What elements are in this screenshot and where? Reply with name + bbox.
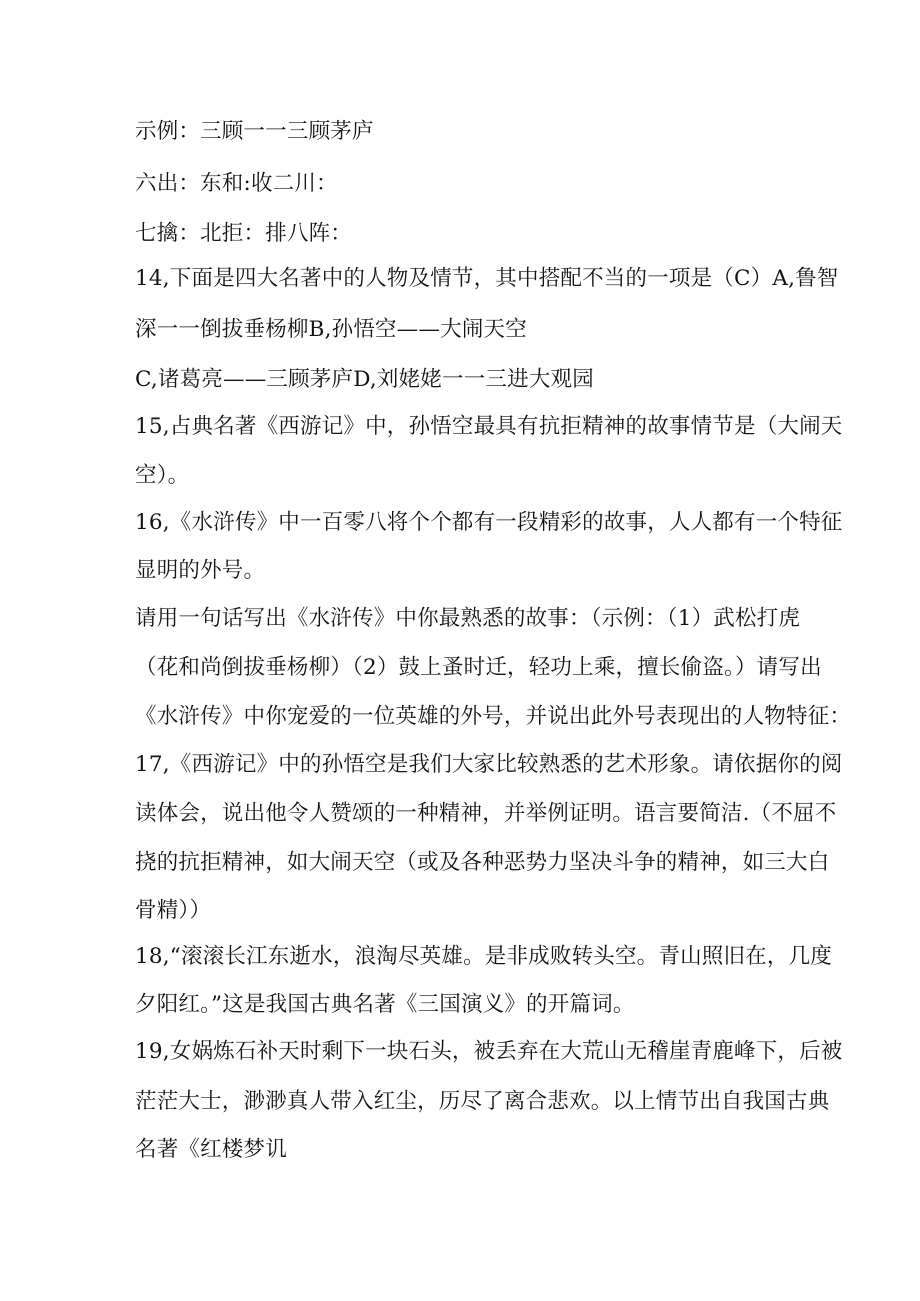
text-line: 显明的外号。 <box>135 558 266 583</box>
text-line: 骨精）） <box>135 898 212 923</box>
text-line: 15,占典名著《西游记》中，孙悟空最具有抗拒精神的故事情节是（大闹天 <box>135 414 843 439</box>
text-line: 空）。 <box>135 463 190 488</box>
text-line: 夕阳红。”这是我国古典名著《三国演义》的开篇词。 <box>135 992 635 1017</box>
text-line: 七擒：北拒：排八阵： <box>135 221 353 246</box>
text-line: 16,《水浒传》中一百零八将个个都有一段精彩的故事，人人都有一个特征 <box>135 510 843 535</box>
text-line: 请用一句话写出《水浒传》中你最熟悉的故事：（示例：（1）武松打虎 <box>135 606 801 631</box>
text-line: 读体会，说出他令人赞颂的一种精神，并举例证明。语言要简洁.（不屈不 <box>135 801 837 826</box>
text-line: 19,女娲炼石补天时剩下一块石头，被丢弃在大荒山无稽崖青鹿峰下，后被 <box>135 1039 843 1064</box>
text-line: 茫茫大士，渺渺真人带入红尘，历尽了离合悲欢。以上情节出自我国古典 <box>135 1089 830 1114</box>
text-line: 深一一倒拔垂杨柳B,孙悟空——大闹天空 <box>135 317 527 342</box>
text-line: 名著《红楼梦讥 <box>135 1137 287 1162</box>
text-line: 《水浒传》中你宠爱的一位英雄的外号，并说出此外号表现出的人物特征： <box>135 704 852 729</box>
text-line: 挠的抗拒精神，如大闹天空（或及各种恶势力坚决斗争的精神，如三大白 <box>135 850 830 875</box>
text-line: 示例：三顾一一三顾茅庐 <box>135 119 374 144</box>
text-line: （花和尚倒拔垂杨柳）（2）鼓上蚤时迁，轻功上乘，擅长偷盗。）请写出 <box>135 655 822 680</box>
text-line: 17,《西游记》中的孙悟空是我们大家比较熟悉的艺术形象。请依据你的阅 <box>135 752 843 777</box>
text-line: C,诸葛亮——三顾茅庐D,刘姥姥一一三进大观园 <box>135 367 594 392</box>
text-line: 14,下面是四大名著中的人物及情节，其中搭配不当的一项是（C）A,鲁智 <box>135 266 839 291</box>
text-line: 六出：东和:收二川： <box>135 171 338 196</box>
text-line: 18,“滚滚长江东逝水，浪淘尽英雄。是非成败转头空。青山照旧在，几度 <box>135 944 832 969</box>
